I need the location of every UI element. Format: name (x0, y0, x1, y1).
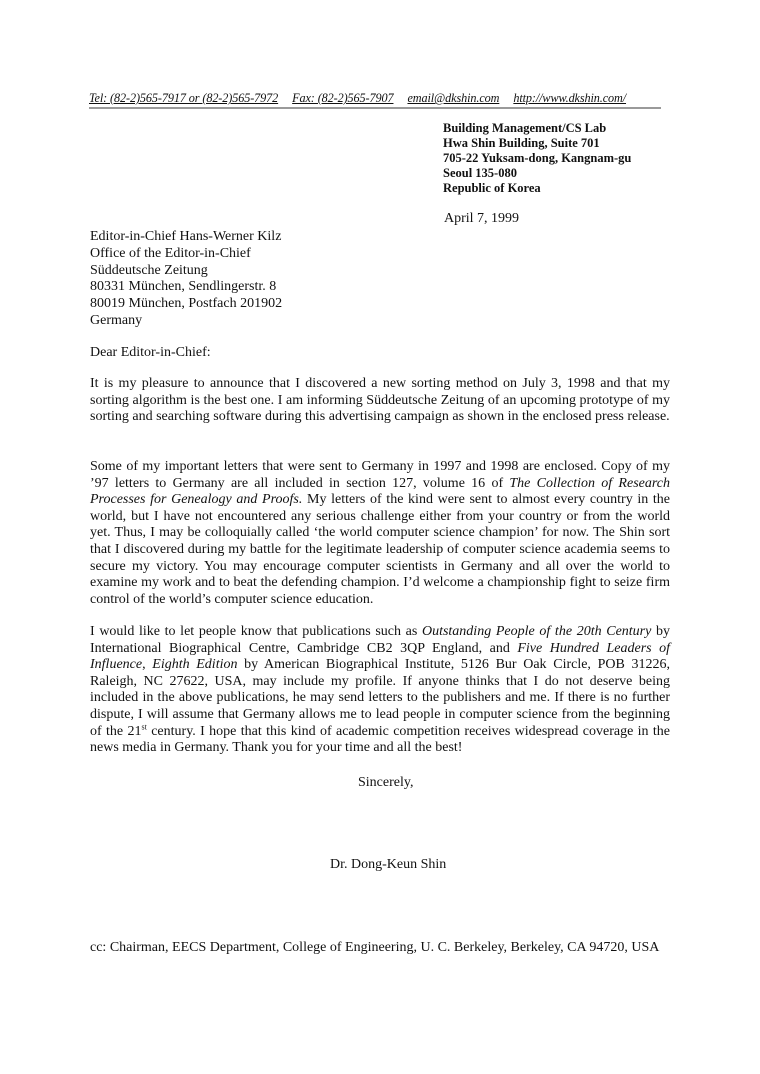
publication-title: Five Hundred Leaders of Influence (90, 640, 671, 673)
recipient-address (90, 229, 282, 330)
text-run: by International Biographical Centre, Cambridge CB2 3QP England, and (90, 624, 671, 656)
text-run: I would like to let people know that publications such as (90, 624, 422, 639)
book-title: The Collection of Research Processes for Genealogy and Proofs. (90, 475, 670, 508)
ordinal-suffix: st (141, 721, 147, 731)
body-paragraph-3 (90, 624, 670, 757)
sender-address-line: Republic of Korea (443, 181, 541, 195)
letterhead-fax: Fax: (82-2)565-7907 (292, 91, 394, 105)
sender-address (443, 121, 631, 196)
sender-address-line: Building Management/CS Lab (443, 121, 607, 135)
sender-address-line: Seoul 135-080 (443, 166, 517, 180)
recipient-address-line: Germany (90, 312, 143, 328)
closing: Sincerely, (358, 775, 414, 790)
letter-date: April 7, 1999 (444, 211, 520, 226)
letterhead-rule (89, 107, 661, 109)
sender-address-line: Hwa Shin Building, Suite 701 (443, 136, 600, 150)
publication-title: Outstanding People of the 20th Century (421, 624, 652, 639)
text-run: by American Biographical Institute, 5126 Bur Oak Circle, POB 31226, Raleigh, NC 27622, USA, may include my profile. If anyone thinks that I do not deserve being included in the above publications, he may send letters to the publishers and me. If there is no further dispute, I will assume that Germany allows me to lead people in computer science from the beginning of the 21 (90, 657, 670, 739)
text-run: , (142, 657, 153, 673)
recipient-address-line: Süddeutsche Zeitung (90, 262, 208, 278)
salutation: Dear Editor-in-Chief: (90, 345, 211, 360)
recipient-address-line: 80019 München, Postfach 201902 (90, 296, 283, 312)
text-run: My letters of the kind were sent to almost every country in the world, but I have not encountered any serious challenge either from your country or from the world yet. Thus, I may be colloquially called ‘the world computer science champion’ for now. The Shin sort that I discovered during my battle for the legitimate leadership of computer science academia seems to secure my victory. You may encourage computer scientists in Germany and all over the world to examine my work and to beat the defending champion. I’d welcome a championship fight to seize firm control of the world’s computer science education. (90, 492, 670, 607)
letterhead-url[interactable]: http://www.dkshin.com/ (513, 91, 627, 105)
signature-name: Dr. Dong-Keun Shin (330, 857, 447, 872)
letterhead-tel: Tel: (82-2)565-7917 or (82-2)565-7972 (89, 91, 279, 105)
body-paragraph-1: It is my pleasure to announce that I discovered a new sorting method on July 3, 1998 and that my sorting algorithm is the best one. I am informing Süddeutsche Zeitung of an upcoming prototype of my sorting and searching software during this advertising campaign as shown in the enclosed press release. (90, 376, 670, 425)
letterhead-contact-line (89, 91, 661, 108)
cc-line: cc: Chairman, EECS Department, College of Engineering, U. C. Berkeley, Berkeley, CA 94720, USA (90, 940, 660, 955)
text-run: century. I hope that this kind of academic competition receives widespread coverage in the news media in Germany. Thank you for your time and all the best! (90, 723, 671, 756)
sender-address-line: 705-22 Yuksam-dong, Kangnam-gu (443, 151, 632, 165)
recipient-address-line: Editor-in-Chief Hans-Werner Kilz (90, 229, 282, 244)
body-paragraph-2 (90, 459, 670, 608)
recipient-address-line: 80331 München, Sendlingerstr. 8 (90, 279, 277, 295)
publication-edition: Eighth Edition (152, 657, 238, 673)
text-run: Some of my important letters that were sent to Germany in 1997 and 1998 are enclosed. Copy of my ’97 letters to Germany are all included in section 127, volume 16 of (90, 459, 670, 491)
letterhead-email[interactable]: email@dkshin.com (407, 91, 500, 105)
recipient-address-line: Office of the Editor-in-Chief (90, 245, 251, 261)
